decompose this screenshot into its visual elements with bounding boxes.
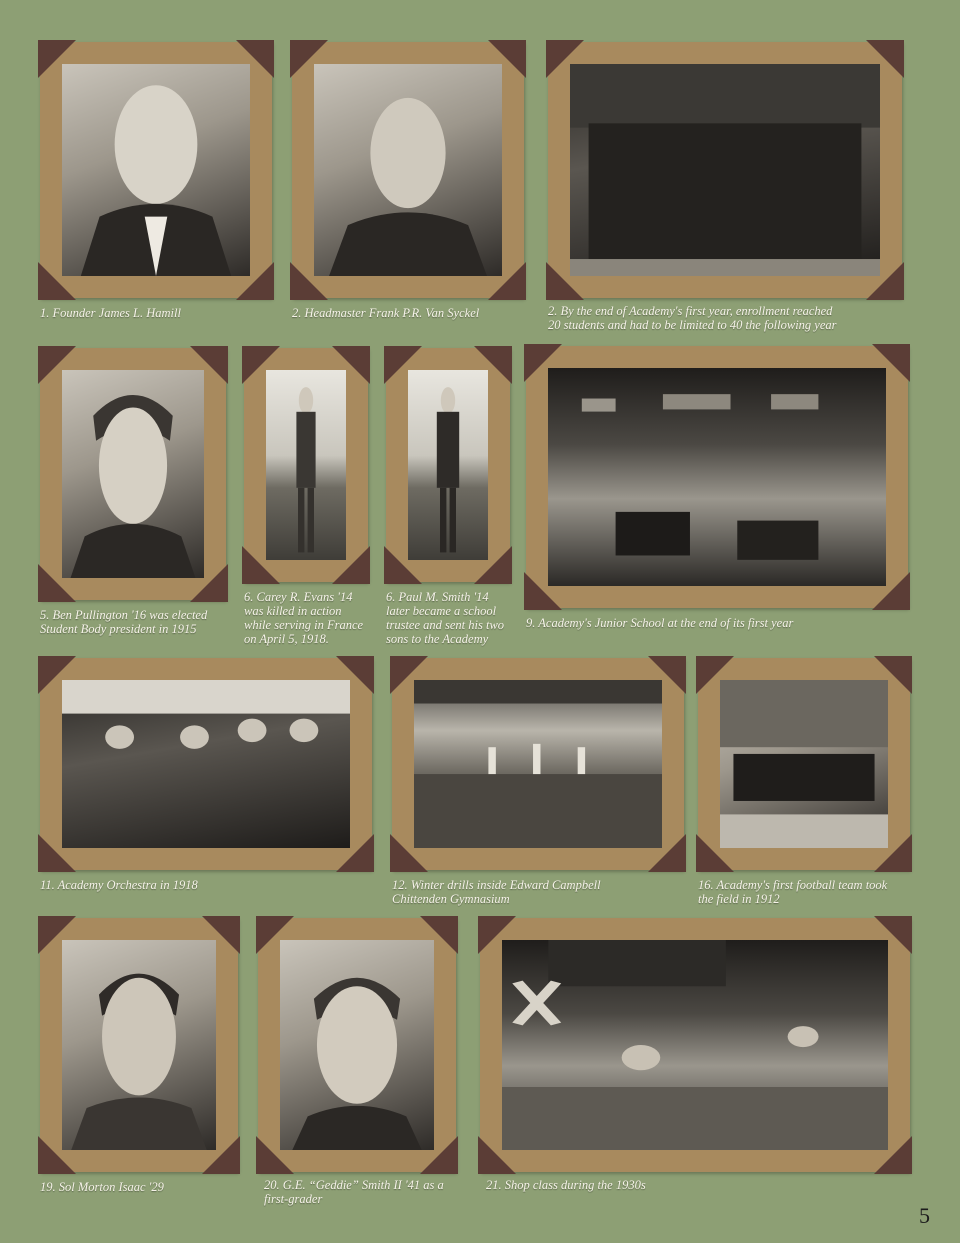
photo-junior-school-classroom: [548, 368, 886, 586]
corner-br: [874, 1136, 912, 1174]
corner-tr: [874, 916, 912, 954]
corner-bl: [38, 1136, 76, 1174]
page-number: 5: [919, 1203, 930, 1228]
corner-tl: [524, 344, 562, 382]
corner-br: [648, 834, 686, 872]
corner-br: [336, 834, 374, 872]
caption-shop-class: 21. Shop class during the 1930s: [486, 1178, 646, 1192]
photo-geddie-smith-portrait: [280, 940, 434, 1150]
photo-evans-standing: [266, 370, 346, 560]
corner-br: [236, 262, 274, 300]
caption-football-team: 16. Academy's first football team took the field in 1912: [698, 878, 888, 906]
photo-first-football-team: [720, 680, 888, 848]
photo-frame-football-team: [698, 658, 910, 870]
photo-frame-junior-school: [526, 346, 908, 608]
caption-founder: 1. Founder James L. Hamill: [40, 306, 181, 320]
corner-tr: [202, 916, 240, 954]
caption-evans: 6. Carey R. Evans '14 was killed in action while serving in France on April 5, 1918.: [244, 590, 364, 646]
photo-winter-drills-gymnasium: [414, 680, 662, 848]
photo-shop-class: [502, 940, 888, 1150]
photo-isaac-portrait: [62, 940, 216, 1150]
photo-frame-gymnasium: [392, 658, 684, 870]
photo-frame-geddie-smith: [258, 918, 456, 1172]
corner-br: [866, 262, 904, 300]
corner-tl: [478, 916, 516, 954]
corner-br: [420, 1136, 458, 1174]
photo-frame-smith: [386, 348, 510, 582]
corner-tr: [874, 656, 912, 694]
photo-frame-founder: [40, 42, 272, 298]
photo-frame-shop-class: [480, 918, 910, 1172]
caption-headmaster: 2. Headmaster Frank P.R. Van Syckel: [292, 306, 480, 320]
caption-pullington: 5. Ben Pullington '16 was elected Student Body president in 1915: [40, 608, 208, 636]
corner-tl: [242, 346, 280, 384]
caption-junior-school: 9. Academy's Junior School at the end of its first year: [526, 616, 794, 630]
caption-isaac: 19. Sol Morton Isaac '29: [40, 1180, 164, 1194]
caption-geddie-smith: 20. G.E. “Geddie” Smith II '41 as a first-grader: [264, 1178, 444, 1206]
corner-bl: [290, 262, 328, 300]
corner-tr: [190, 346, 228, 384]
photo-frame-pullington: [40, 348, 226, 600]
corner-br: [874, 834, 912, 872]
photo-headmaster-portrait: [314, 64, 502, 276]
corner-tl: [290, 40, 328, 78]
corner-br: [202, 1136, 240, 1174]
corner-br: [474, 546, 512, 584]
photo-founder-portrait: [62, 64, 250, 276]
corner-tl: [38, 346, 76, 384]
corner-tr: [236, 40, 274, 78]
corner-bl: [524, 572, 562, 610]
corner-bl: [478, 1136, 516, 1174]
corner-br: [332, 546, 370, 584]
corner-tr: [866, 40, 904, 78]
corner-tl: [38, 40, 76, 78]
corner-tr: [648, 656, 686, 694]
photo-frame-orchestra: [40, 658, 372, 870]
caption-gymnasium: 12. Winter drills inside Edward Campbell Chittenden Gymnasium: [392, 878, 601, 906]
corner-tr: [336, 656, 374, 694]
corner-br: [872, 572, 910, 610]
caption-smith: 6. Paul M. Smith '14 later became a school trustee and sent his two sons to the Academy: [386, 590, 505, 646]
corner-tl: [256, 916, 294, 954]
corner-tl: [38, 916, 76, 954]
photo-frame-evans: [244, 348, 368, 582]
corner-bl: [38, 262, 76, 300]
corner-tl: [384, 346, 422, 384]
corner-bl: [384, 546, 422, 584]
corner-bl: [696, 834, 734, 872]
corner-tr: [474, 346, 512, 384]
corner-bl: [546, 262, 584, 300]
corner-tr: [872, 344, 910, 382]
corner-br: [488, 262, 526, 300]
photo-frame-headmaster: [292, 42, 524, 298]
corner-tl: [546, 40, 584, 78]
corner-bl: [38, 564, 76, 602]
photo-pullington-portrait: [62, 370, 204, 578]
photo-first-year-students: [570, 64, 880, 276]
corner-tr: [332, 346, 370, 384]
photo-frame-first-year-students: [548, 42, 902, 298]
corner-bl: [242, 546, 280, 584]
corner-bl: [256, 1136, 294, 1174]
corner-bl: [390, 834, 428, 872]
corner-tl: [696, 656, 734, 694]
corner-br: [190, 564, 228, 602]
corner-tl: [38, 656, 76, 694]
photo-academy-orchestra: [62, 680, 350, 848]
caption-first-year-students: 2. By the end of Academy's first year, enrollment reached 20 students and had to be limited to 40 the following year: [548, 304, 837, 332]
corner-bl: [38, 834, 76, 872]
corner-tr: [420, 916, 458, 954]
corner-tl: [390, 656, 428, 694]
corner-tr: [488, 40, 526, 78]
caption-orchestra: 11. Academy Orchestra in 1918: [40, 878, 198, 892]
photo-smith-standing: [408, 370, 488, 560]
photo-frame-isaac: [40, 918, 238, 1172]
